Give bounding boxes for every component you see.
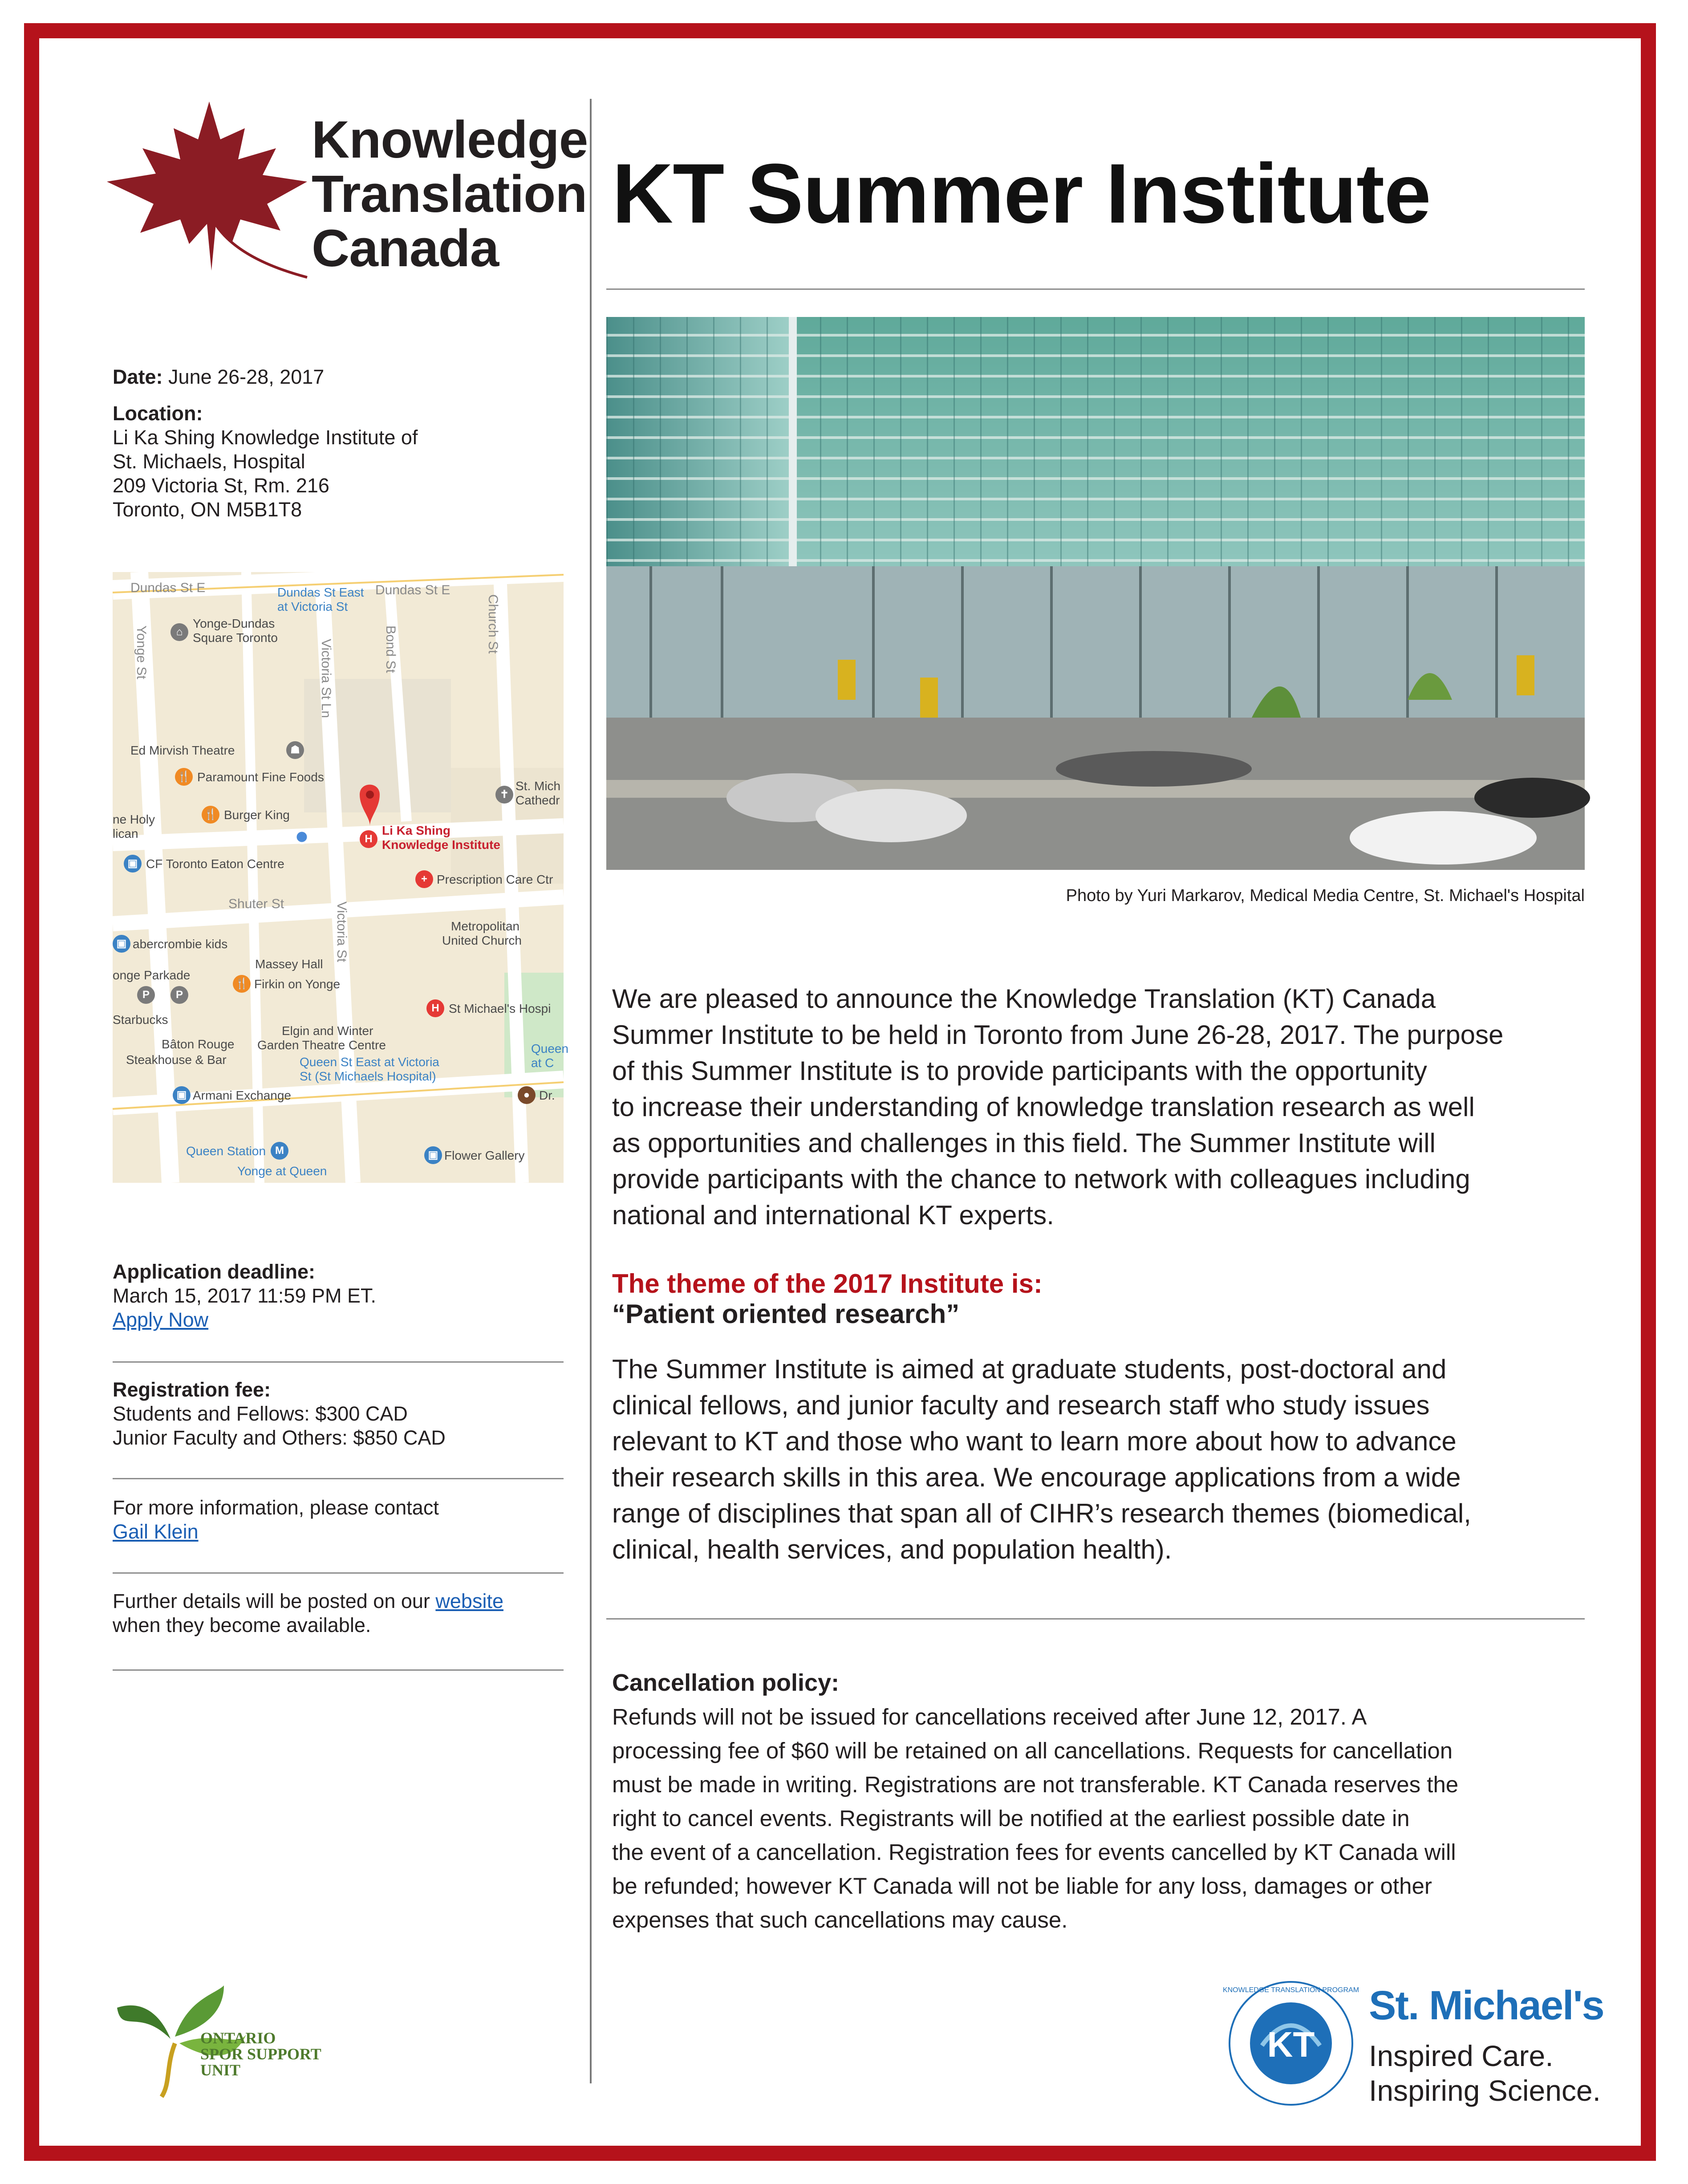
map-label: Bâton Rouge <box>162 1037 235 1051</box>
cancellation-policy <box>612 1666 1587 1937</box>
map-label: Yonge at Queen <box>237 1164 327 1178</box>
map-label: Queen Station <box>186 1144 266 1158</box>
application-deadline <box>113 1260 376 1332</box>
map-label: lican <box>113 827 138 840</box>
column-divider <box>590 99 592 2083</box>
cancellation-line: the event of a cancellation. Registration fees for events cancelled by KT Canada will <box>612 1839 1456 1865</box>
shopping-icon: ▣ <box>124 855 142 873</box>
fee-faculty: Junior Faculty and Others: $850 CAD <box>113 1426 446 1449</box>
page-title: KT Summer Institute <box>612 146 1431 241</box>
st-michaels-name: St. Michael's <box>1369 1983 1604 2028</box>
map-label: Elgin and Winter <box>282 1024 373 1038</box>
website-link[interactable]: website <box>435 1590 503 1612</box>
parking-icon: P <box>170 986 188 1004</box>
theatre-icon: ☗ <box>286 741 304 759</box>
logo-line-1: Knowledge <box>312 110 588 169</box>
event-location <box>113 402 418 522</box>
intro-line: as opportunities and challenges in this field. The Summer Institute will <box>612 1128 1436 1158</box>
cancellation-line: be refunded; however KT Canada will not be liable for any loss, damages or other <box>612 1873 1432 1899</box>
location-map[interactable] <box>113 572 569 1183</box>
logo-line-2: Translation <box>312 165 587 223</box>
audience-line: relevant to KT and those who want to learn more about how to advance <box>612 1426 1457 1456</box>
map-label: Dundas St E <box>375 583 450 597</box>
landmark-icon: ⌂ <box>170 623 188 641</box>
audience-line: The Summer Institute is aimed at graduate students, post-doctoral and <box>612 1354 1447 1384</box>
kt-program-badge-icon <box>1222 1979 1359 2108</box>
intro-line: Summer Institute to be held in Toronto from June 26-28, 2017. The purpose <box>612 1020 1504 1050</box>
map-label: Queen <box>531 1042 569 1055</box>
cancellation-line: right to cancel events. Registrants will be notified at the earliest possible date in <box>612 1806 1410 1831</box>
building-photo <box>606 317 1585 870</box>
audience-line: clinical fellows, and junior faculty and research staff who study issues <box>612 1390 1430 1420</box>
map-label: Shuter St <box>228 897 284 911</box>
location-line: Li Ka Shing Knowledge Institute of <box>113 426 418 449</box>
map-label: Steakhouse & Bar <box>126 1053 227 1067</box>
intro-paragraph <box>612 981 1569 1233</box>
logo-line-3: Canada <box>312 219 499 278</box>
ospor-line: ONTARIO <box>200 2029 276 2047</box>
map-label: at C <box>531 1056 554 1070</box>
subway-icon: M <box>271 1142 288 1160</box>
building-photo-image <box>606 317 1585 870</box>
intro-line: We are pleased to announce the Knowledge Translation (KT) Canada <box>612 984 1436 1014</box>
sidebar-rule <box>113 1572 564 1574</box>
cancellation-line: Refunds will not be issued for cancellations received after June 12, 2017. A <box>612 1704 1367 1729</box>
map-label: onge Parkade <box>113 968 191 982</box>
section-rule <box>606 1618 1585 1620</box>
map-label: at Victoria St <box>277 600 348 613</box>
intro-line: of this Summer Institute is to provide participants with the opportunity <box>612 1056 1427 1086</box>
ontario-spor-text <box>200 2030 321 2078</box>
map-label: Flower Gallery <box>444 1149 525 1162</box>
map-label: Paramount Fine Foods <box>197 770 324 784</box>
kt-canada-logo <box>312 110 588 278</box>
map-label: Cathedr <box>515 793 560 807</box>
theme-heading: The theme of the 2017 Institute is: <box>612 1269 1043 1299</box>
restaurant-icon: 🍴 <box>175 768 193 786</box>
intro-line: to increase their understanding of knowledge translation research as well <box>612 1092 1475 1122</box>
contact-info <box>113 1496 439 1544</box>
location-line: Toronto, ON M5B1T8 <box>113 498 302 521</box>
map-label: Bond St <box>383 625 398 673</box>
audience-paragraph <box>612 1351 1569 1567</box>
title-rule <box>606 288 1585 290</box>
theme-value: “Patient oriented research” <box>612 1299 960 1329</box>
map-label: Dundas St E <box>130 581 206 595</box>
map-label: abercrombie kids <box>133 937 228 951</box>
intro-line: national and international KT experts. <box>612 1200 1054 1230</box>
map-label: St (St Michaels Hospital) <box>300 1069 436 1083</box>
deadline-value: March 15, 2017 11:59 PM ET. <box>113 1284 376 1307</box>
cancellation-line: must be made in writing. Registrations are not transferable. KT Canada reserves the <box>612 1772 1459 1797</box>
shopping-icon: ▣ <box>173 1086 191 1104</box>
cancellation-label: Cancellation policy: <box>612 1669 840 1696</box>
hospital-icon: H <box>360 830 377 848</box>
map-label: Garden Theatre Centre <box>257 1038 386 1052</box>
map-label: Knowledge Institute <box>382 838 500 852</box>
fee-students: Students and Fellows: $300 CAD <box>113 1402 408 1425</box>
map-label: Armani Exchange <box>193 1088 292 1102</box>
sidebar-rule <box>113 1361 564 1363</box>
deadline-label: Application deadline: <box>113 1260 316 1283</box>
location-line: St. Michaels, Hospital <box>113 450 305 473</box>
church-icon: ✝ <box>495 786 513 804</box>
map-label: Firkin on Yonge <box>254 977 341 991</box>
map-label: Church St <box>486 594 500 654</box>
map-label: CF Toronto Eaton Centre <box>146 857 284 871</box>
tagline-1: Inspired Care. <box>1369 2039 1554 2072</box>
map-label: Starbucks <box>113 1013 168 1027</box>
ktp-ring-text: KNOWLEDGE TRANSLATION PROGRAM <box>1222 1986 1359 1994</box>
restaurant-icon: 🍴 <box>202 806 219 824</box>
map-label: St Michael's Hospi <box>449 1002 551 1015</box>
event-date <box>113 365 324 389</box>
restaurant-icon: 🍴 <box>233 975 251 993</box>
map-label: Metropolitan <box>451 919 520 933</box>
location-line: 209 Victoria St, Rm. 216 <box>113 474 329 497</box>
audience-line: their research skills in this area. We encourage applications from a wide <box>612 1462 1461 1492</box>
ktp-badge-text: KT <box>1267 2025 1315 2064</box>
theme-block <box>612 1269 1043 1329</box>
landmark-icon: ● <box>518 1086 536 1104</box>
photo-caption: Photo by Yuri Markarov, Medical Media Centre, St. Michael's Hospital <box>1066 886 1585 905</box>
map-label: Li Ka Shing <box>382 824 450 837</box>
map-label: Queen St East at Victoria <box>300 1055 439 1069</box>
shopping-icon: ▣ <box>424 1146 442 1164</box>
further-text-2: when they become available. <box>113 1614 371 1636</box>
map-label: Victoria St <box>334 901 349 962</box>
st-michaels-tagline <box>1369 2038 1604 2108</box>
contact-text: For more information, please contact <box>113 1496 439 1519</box>
location-label: Location: <box>113 402 203 425</box>
date-label: Date: <box>113 365 163 388</box>
st-michaels-logo <box>1369 1983 1604 2108</box>
fee-label: Registration fee: <box>113 1378 271 1401</box>
pharmacy-icon: + <box>415 870 433 888</box>
audience-line: clinical, health services, and population health). <box>612 1534 1172 1564</box>
ospor-line: UNIT <box>200 2061 241 2079</box>
hospital-icon: H <box>426 999 444 1017</box>
map-label: Dr. <box>539 1088 555 1102</box>
registration-fee <box>113 1378 446 1450</box>
map-label: Prescription Care Ctr <box>437 873 553 886</box>
further-text: Further details will be posted on our <box>113 1590 436 1612</box>
maple-leaf-icon <box>98 97 329 284</box>
parking-icon: P <box>137 986 155 1004</box>
date-value: June 26-28, 2017 <box>168 365 325 388</box>
map-label: Ed Mirvish Theatre <box>130 743 235 757</box>
sidebar-rule <box>113 1669 564 1671</box>
cancellation-line: expenses that such cancellations may cause. <box>612 1907 1068 1932</box>
map-label: St. Mich <box>515 779 561 793</box>
apply-now-link[interactable]: Apply Now <box>113 1308 209 1331</box>
sidebar-rule <box>113 1478 564 1479</box>
cancellation-line: processing fee of $60 will be retained on all cancellations. Requests for cancellation <box>612 1738 1453 1763</box>
ospor-line: SPOR SUPPORT <box>200 2045 321 2063</box>
shopping-icon: ▣ <box>113 935 130 953</box>
map-label: Burger King <box>224 808 290 822</box>
map-label: Victoria St Ln <box>319 639 333 718</box>
map-label: ne Holy <box>113 812 155 826</box>
further-details <box>113 1589 503 1637</box>
gail-klein-link[interactable]: Gail Klein <box>113 1520 199 1543</box>
tagline-2: Inspiring Science. <box>1369 2074 1601 2107</box>
map-label: United Church <box>442 934 522 947</box>
map-label: Square Toronto <box>193 631 278 645</box>
audience-line: range of disciplines that span all of CIHR’s research themes (biomedical, <box>612 1498 1471 1528</box>
map-label: Massey Hall <box>255 957 323 971</box>
intro-line: provide participants with the chance to network with colleagues including <box>612 1164 1470 1194</box>
map-label: Dundas St East <box>277 585 364 599</box>
map-label: Yonge St <box>134 625 149 679</box>
map-label: Yonge-Dundas <box>193 617 275 630</box>
